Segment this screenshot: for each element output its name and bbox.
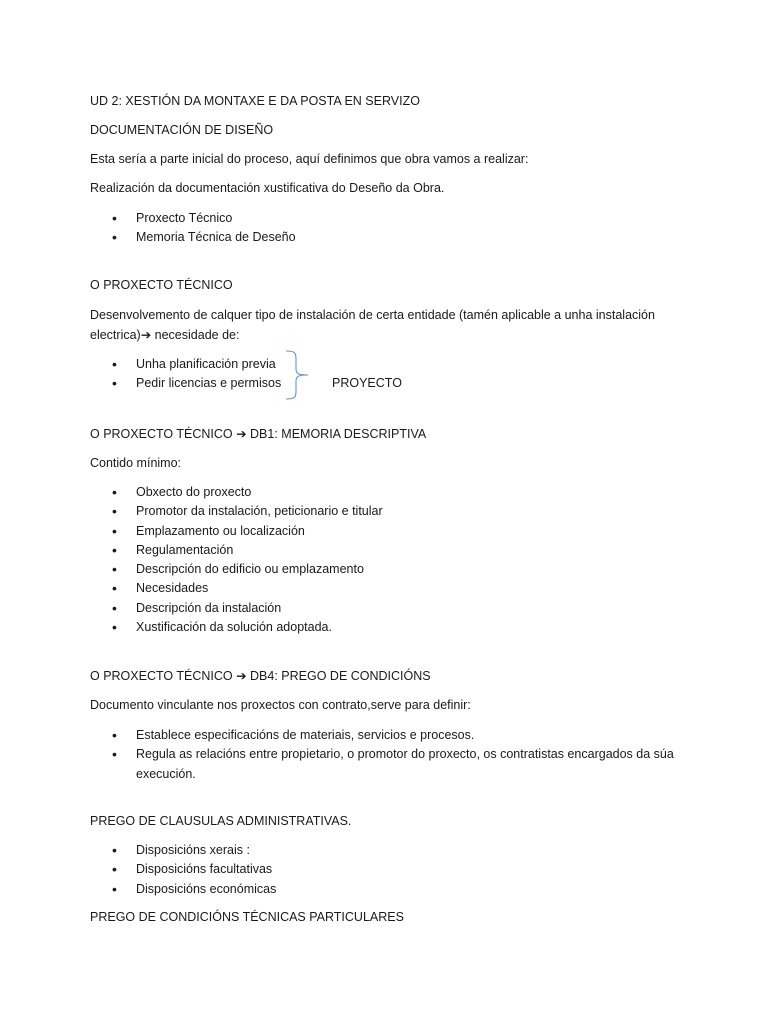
list-item: • Emplazamento ou localización (90, 522, 690, 541)
paragraph-realizacion: Realización da documentación xustificativa do Deseño da Obra. (90, 181, 445, 195)
paragraph-desenvolvemento: Desenvolvemento de calquer tipo de instalación de certa entidade (tamén aplicable a unha instalación electrica)➔ necesidade de: (90, 308, 655, 342)
document-title: UD 2: XESTIÓN DA MONTAXE E DA POSTA EN SERVIZO (90, 94, 420, 108)
list-item: • Obxecto do proxecto (90, 483, 690, 502)
bullet-list-prego (90, 726, 690, 784)
paragraph-intro: Esta sería a parte inicial do proceso, aquí definimos que obra vamos a realizar: (90, 152, 529, 166)
list-item: • Establece especificacións de materiais, servicios e procesos. (90, 726, 690, 745)
list-item: • Proxecto Técnico (90, 209, 690, 228)
bullet-list-design-docs (90, 209, 690, 248)
bullet-list-disposicions (90, 841, 690, 899)
list-item: • Unha planificación previa (90, 355, 690, 374)
section-heading-condicions-tecnicas: PREGO DE CONDICIÓNS TÉCNICAS PARTICULARES (90, 910, 404, 924)
section-heading-documentacion: DOCUMENTACIÓN DE DISEÑO (90, 123, 274, 137)
list-item: • Necesidades (90, 579, 690, 598)
section-heading-memoria-descriptiva: O PROXECTO TÉCNICO ➔ DB1: MEMORIA DESCRIPTIVA (90, 427, 427, 441)
list-item: • Xustificación da solución adoptada. (90, 618, 690, 637)
section-heading-proxecto-tecnico: O PROXECTO TÉCNICO (90, 278, 233, 292)
list-item: • Regula as relacións entre propietario, o promotor do proxecto, os contratistas encargados da súa execución. (90, 745, 676, 784)
curly-brace-icon (282, 349, 312, 401)
section-heading-prego-condicions: O PROXECTO TÉCNICO ➔ DB4: PREGO DE CONDICIÓNS (90, 669, 431, 683)
bullet-list-contido (90, 483, 690, 637)
list-item: • Disposicións facultativas (90, 860, 690, 879)
section-heading-clausulas-administrativas: PREGO DE CLAUSULAS ADMINISTRATIVAS. (90, 814, 352, 828)
brace-label: PROYECTO (332, 376, 402, 390)
list-item: • Disposicións xerais : (90, 841, 690, 860)
list-item: • Descripción do edificio ou emplazamento (90, 560, 690, 579)
list-item: • Regulamentación (90, 541, 690, 560)
list-item: • Disposicións económicas (90, 880, 690, 899)
paragraph-documento-vinculante: Documento vinculante nos proxectos con contrato,serve para definir: (90, 698, 471, 712)
paragraph-contido-minimo: Contido mínimo: (90, 456, 182, 470)
list-item: • Memoria Técnica de Deseño (90, 228, 690, 247)
list-item: • Pedir licencias e permisos (90, 374, 690, 393)
list-item: • Descripción da instalación (90, 599, 690, 618)
list-item: • Promotor da instalación, peticionario e titular (90, 502, 690, 521)
